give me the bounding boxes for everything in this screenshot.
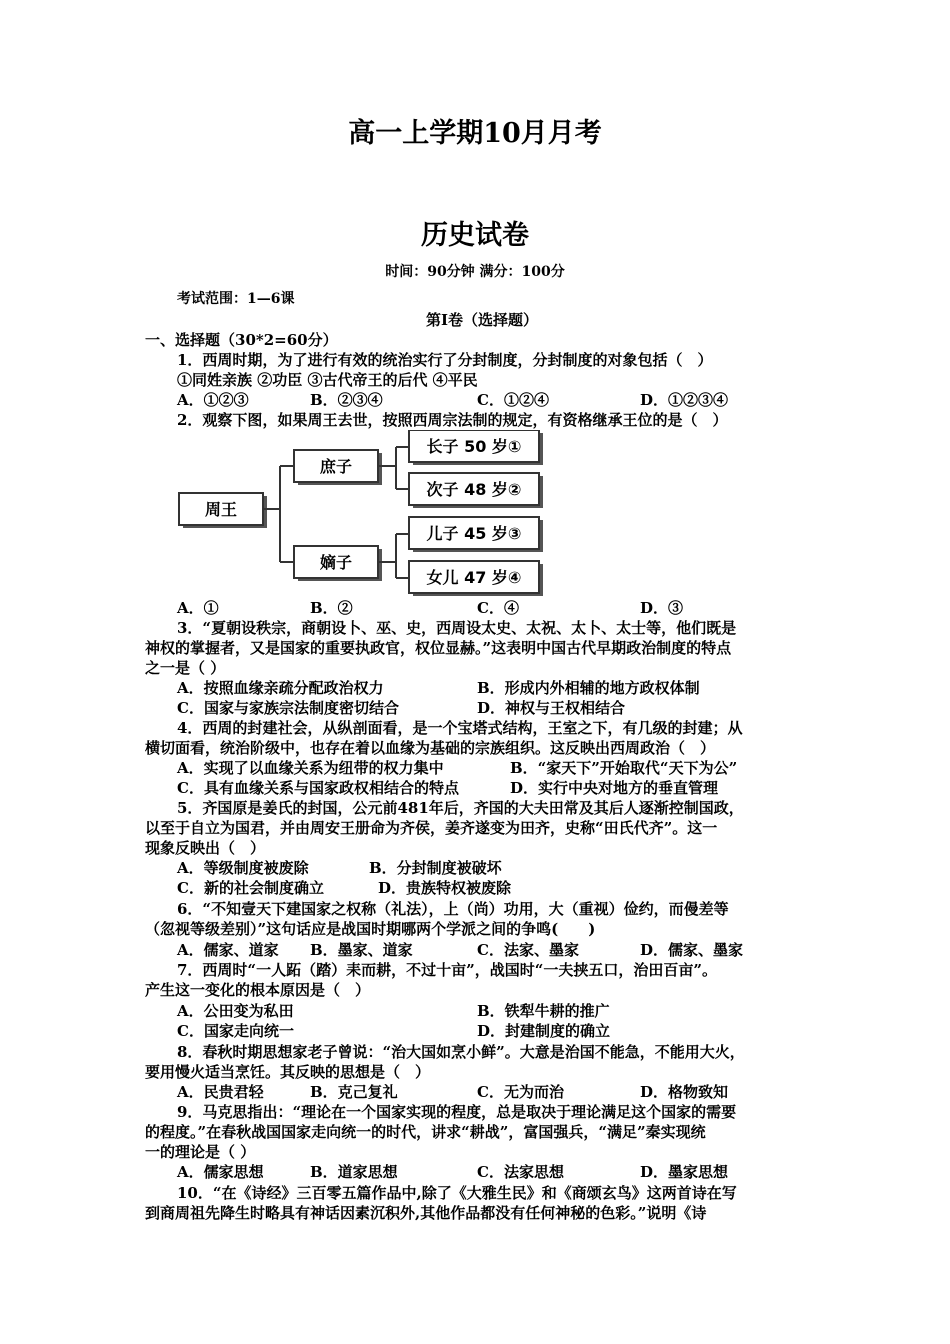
question-3-option-a[interactable]: A．按照血缘亲疏分配政治权力 (177, 679, 384, 697)
question-8-option-d[interactable]: D．格物致知 (640, 1083, 729, 1101)
question-4-option-a[interactable]: A．实现了以血缘关系为纽带的权力集中 (177, 759, 444, 777)
question-6-stem: 6．“不知壹天下建国家之权称（礼法），上（尚）功用，大（重视）俭约，而僈差等 (177, 900, 729, 918)
question-6-option-b[interactable]: B．墨家、道家 (310, 941, 413, 959)
question-6-option-a[interactable]: A．儒家、道家 (177, 941, 279, 959)
question-6-option-d[interactable]: D．儒家、墨家 (640, 941, 744, 959)
question-9-stem: 的程度。”在春秋战国国家走向统一的时代，讲求“耕战”，富国强兵，“满足”秦实现统 (145, 1123, 706, 1141)
question-6-option-c[interactable]: C．法家、墨家 (477, 941, 579, 959)
diagram-child-label: 女儿 47 岁④ (426, 568, 522, 587)
question-6-stem: （忽视等级差别）”这句话应是战国时期哪两个学派之间的争鸣( ) (145, 920, 596, 938)
diagram-child-label: 长子 50 岁① (426, 437, 522, 456)
question-4-stem: 横切面看，统治阶级中，也存在着以血缘为基础的宗族组织。这反映出西周政治（ ） (145, 739, 716, 757)
question-9-option-b[interactable]: B．道家思想 (310, 1163, 398, 1181)
question-7-option-b[interactable]: B．铁犁牛耕的推广 (477, 1002, 610, 1020)
question-5-option-c[interactable]: C．新的社会制度确立 (177, 879, 324, 897)
question-5-stem: 以至于自立为国君，并由周安王册命为齐侯，姜齐遂变为田齐，史称“田氏代齐”。这一 (145, 819, 718, 837)
question-1-stem: 1．西周时期，为了进行有效的统治实行了分封制度，分封制度的对象包括（ ） (177, 351, 713, 369)
diagram-root-label: 周王 (204, 500, 238, 519)
question-3-stem: 之一是（ ） (145, 659, 226, 677)
question-9-option-a[interactable]: A．儒家思想 (177, 1163, 264, 1181)
question-9-option-c[interactable]: C．法家思想 (477, 1163, 564, 1181)
question-4-option-b[interactable]: B．“家天下”开始取代“天下为公” (510, 759, 738, 777)
question-10-stem: 10．“在《诗经》三百零五篇作品中,除了《大雅生民》和《商颂玄鸟》这两首诗在写 (177, 1184, 737, 1202)
question-1-option-d[interactable]: D．①②③④ (640, 391, 729, 409)
question-3-option-b[interactable]: B．形成内外相辅的地方政权体制 (477, 679, 700, 697)
question-3-option-d[interactable]: D．神权与王权相结合 (477, 699, 626, 717)
question-5-option-b[interactable]: B．分封制度被破坏 (369, 859, 502, 877)
question-5-option-a[interactable]: A．等级制度被废除 (177, 859, 309, 877)
question-7-option-a[interactable]: A．公田变为私田 (177, 1002, 294, 1020)
question-7-option-d[interactable]: D．封建制度的确立 (477, 1022, 611, 1040)
section-title: 一、选择题（30*2=60分） (145, 331, 338, 349)
question-4-option-c[interactable]: C．具有血缘关系与国家政权相结合的特点 (177, 779, 459, 797)
question-9-stem: 9．马克思指出：“理论在一个国家实现的程度，总是取决于理论满足这个国家的需要 (177, 1103, 737, 1121)
exam-subtitle: 历史试卷 (421, 220, 529, 251)
question-8-stem: 8．春秋时期思想家老子曾说：“治大国如烹小鲜”。大意是治国不能急，不能用大火， (177, 1043, 745, 1061)
question-8-option-b[interactable]: B．克己复礼 (310, 1083, 398, 1101)
diagram-branch-label: 嫡子 (319, 553, 353, 572)
exam-meta: 时间：90分钟 满分：100分 (385, 264, 565, 280)
question-5-stem: 现象反映出（ ） (145, 839, 266, 857)
question-5-stem: 5．齐国原是姜氏的封国，公元前481年后，齐国的大夫田常及其后人逐渐控制国政， (177, 799, 744, 817)
question-8-stem: 要用慢火适当烹饪。其反映的思想是（ ） (145, 1063, 431, 1081)
question-3-stem: 神权的掌握者，又是国家的重要执政官，权位显赫。”这表明中国古代早期政治制度的特点 (145, 639, 732, 657)
question-1-option-c[interactable]: C．①②④ (477, 391, 549, 409)
question-9-stem: 一的理论是（ ） (145, 1143, 256, 1161)
question-2-option-a[interactable]: A．① (177, 599, 219, 617)
exam-scope: 考试范围：1—6课 (177, 291, 295, 307)
question-1-option-b[interactable]: B．②③④ (310, 391, 383, 409)
question-10-stem: 到商周祖先降生时略具有神话因素沉积外,其他作品都没有任何神秘的色彩。”说明《诗 (145, 1204, 707, 1222)
part-title: 第Ⅰ卷（选择题） (426, 311, 539, 329)
question-7-stem: 产生这一变化的根本原因是（ ） (145, 981, 371, 999)
diagram-branch-label: 庶子 (319, 457, 353, 476)
question-2-stem: 2．观察下图，如果周王去世，按照西周宗法制的规定，有资格继承王位的是（ ） (177, 411, 728, 429)
question-3-stem: 3．“夏朝设秩宗，商朝设卜、巫、史，西周设太史、太祝、太卜、太士等，他们既是 (177, 619, 737, 637)
question-8-option-a[interactable]: A．民贵君轻 (177, 1083, 264, 1101)
question-4-stem: 4．西周的封建社会，从纵剖面看，是一个宝塔式结构，王室之下，有几级的封建；从 (177, 719, 743, 737)
question-3-option-c[interactable]: C．国家与家族宗法制度密切结合 (177, 699, 399, 717)
lineage-diagram (0, 430, 950, 600)
question-2-option-c[interactable]: C．④ (477, 599, 519, 617)
question-7-option-c[interactable]: C．国家走向统一 (177, 1022, 294, 1040)
question-2-option-d[interactable]: D．③ (640, 599, 684, 617)
question-1-option-a[interactable]: A．①②③ (177, 391, 249, 409)
question-8-option-c[interactable]: C．无为而治 (477, 1083, 564, 1101)
question-7-stem: 7．西周时“一人跖（踏）耒而耕，不过十亩”，战国时“一夫挟五口，治田百亩”。 (177, 961, 717, 979)
question-4-option-d[interactable]: D．实行中央对地方的垂直管理 (510, 779, 719, 797)
diagram-child-label: 儿子 45 岁③ (426, 524, 522, 543)
question-2-option-b[interactable]: B．② (310, 599, 353, 617)
diagram-child-label: 次子 48 岁② (426, 480, 522, 499)
exam-title: 高一上学期10月月考 (348, 118, 602, 149)
question-5-option-d[interactable]: D．贵族特权被废除 (378, 879, 512, 897)
question-9-option-d[interactable]: D．墨家思想 (640, 1163, 729, 1181)
question-1-stem: ①同姓亲族 ②功臣 ③古代帝王的后代 ④平民 (177, 371, 478, 389)
